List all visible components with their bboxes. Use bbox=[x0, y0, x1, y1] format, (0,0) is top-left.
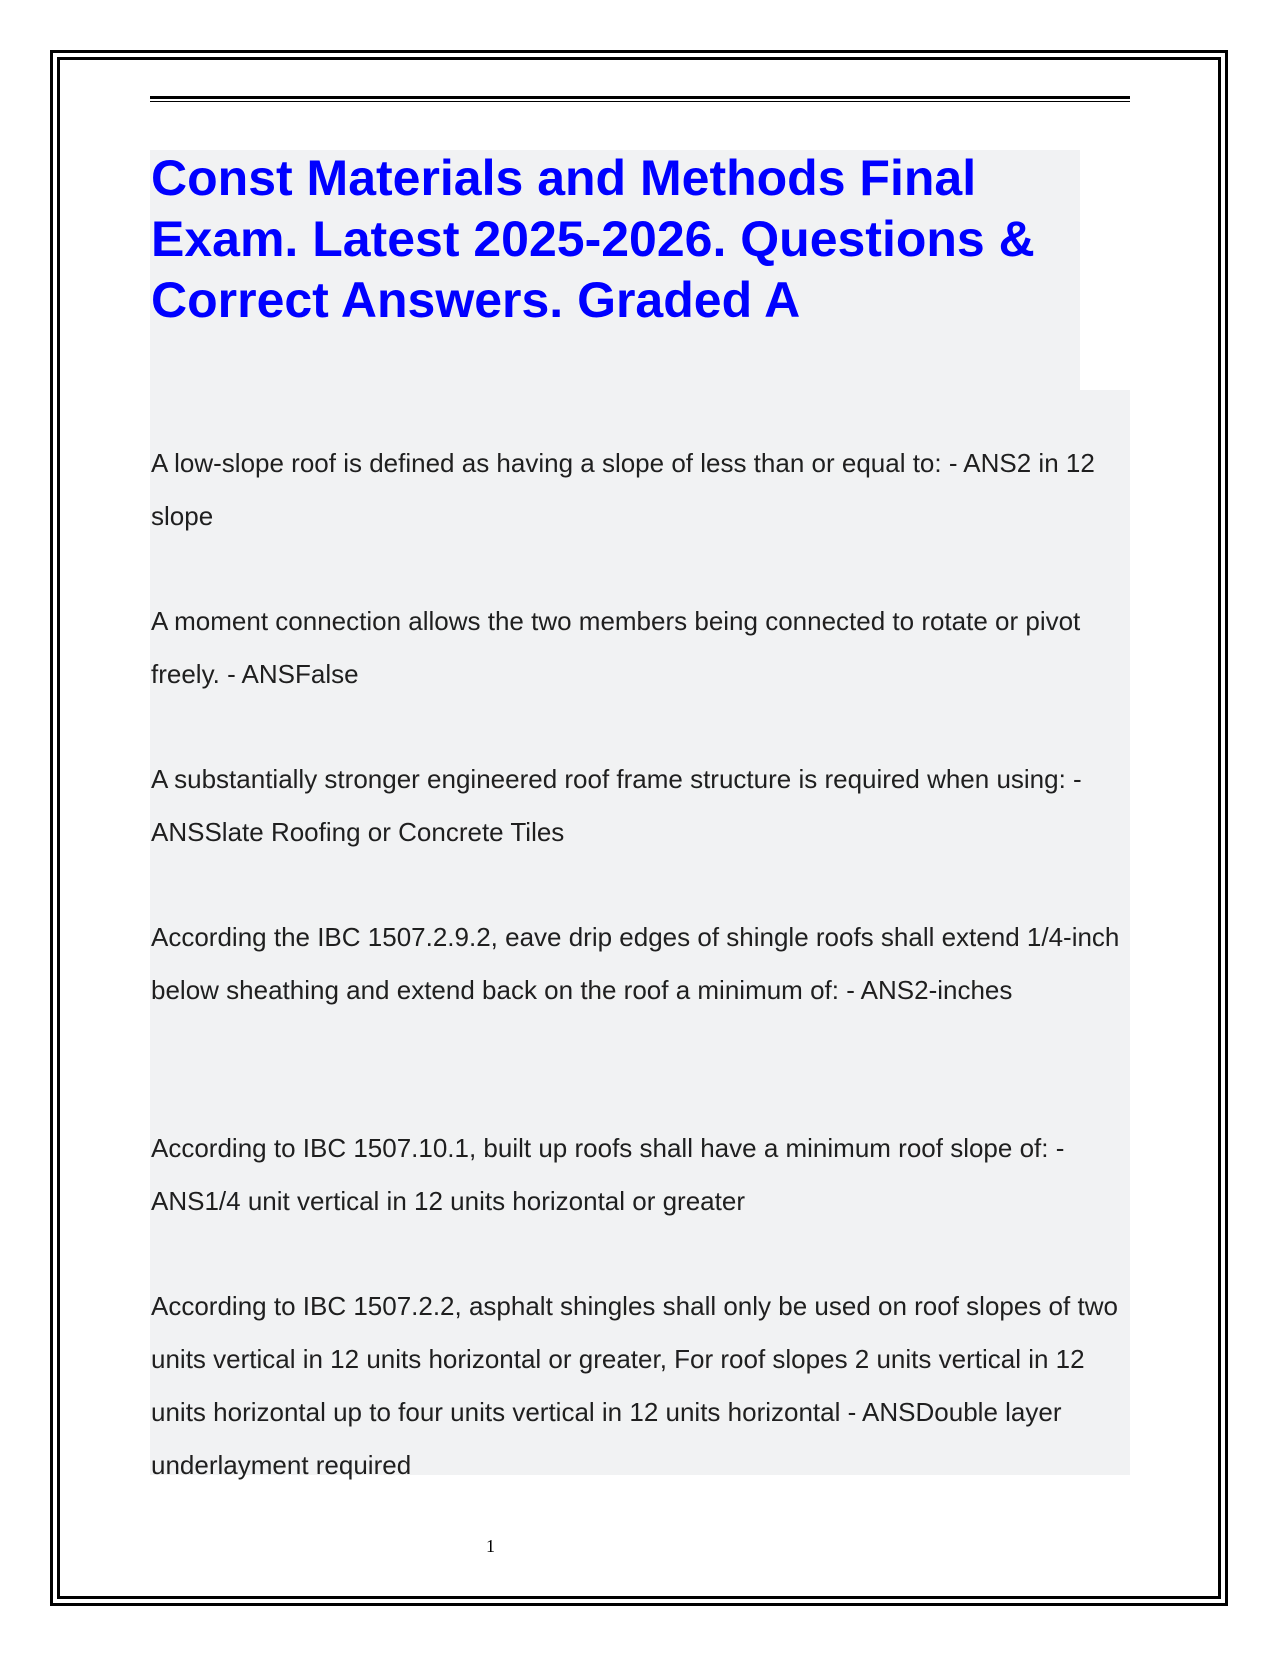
qa-item-4: According the IBC 1507.2.9.2, eave drip edges of shingle roofs shall extend 1/4-inch below sheathing and extend back on the roof a minimum of: - ANS2-inches bbox=[151, 922, 1120, 1005]
qa-item-5: According to IBC 1507.10.1, built up roofs shall have a minimum roof slope of: - ANS1/4 unit vertical in 12 units horizontal or greater bbox=[151, 1133, 1065, 1216]
qa-item-2: A moment connection allows the two members being connected to rotate or pivot freely. - ANSFalse bbox=[151, 606, 1081, 689]
header-rule-thin bbox=[150, 101, 1130, 102]
qa-item-6: According to IBC 1507.2.2, asphalt shingles shall only be used on roof slopes of two units vertical in 12 units horizontal or greater, For roof slopes 2 units vertical in 12 units horizontal up to four units vertical in 12 units horizontal - ANSDouble layer underlayment required bbox=[151, 1291, 1118, 1480]
page-number: 1 bbox=[486, 1536, 495, 1556]
qa-item-3: A substantially stronger engineered roof frame structure is required when using: - ANSSlate Roofing or Concrete Tiles bbox=[151, 764, 1082, 847]
qa-item-1: A low-slope roof is defined as having a slope of less than or equal to: - ANS2 in 12 slope bbox=[151, 448, 1095, 531]
document-title: Const Materials and Methods Final Exam. Latest 2025-2026. Questions & Correct Answers. Graded A bbox=[151, 150, 1035, 328]
title-highlight-extension bbox=[150, 390, 1130, 410]
header-rule-thick bbox=[150, 96, 1130, 99]
